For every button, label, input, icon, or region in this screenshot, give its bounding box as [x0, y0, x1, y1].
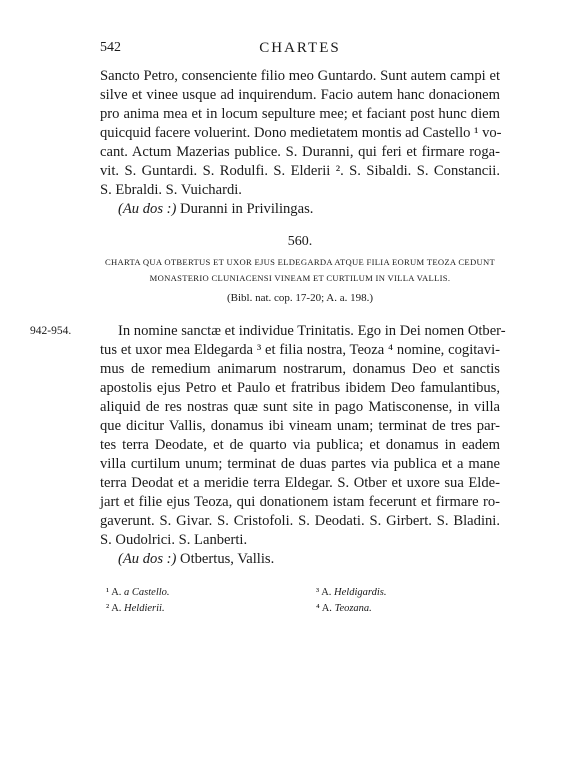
footnote-prefix: A.	[111, 587, 122, 598]
text-line: tes terra Deodate, et de quarto via publica; et donamus in eadem	[100, 437, 500, 453]
charter-source: (Bibl. nat. cop. 17-20; A. a. 198.)	[226, 292, 374, 304]
text-line: apostolis ejus Petro et Paulo et fratribus ibidem Deo famulantibus,	[100, 380, 500, 396]
endorsement-label: (Au dos :)	[118, 551, 177, 567]
text-line: In nomine sanctæ et individue Trinitatis. Ego in Dei nomen Otber-	[118, 323, 506, 339]
endorsement-text: Otbertus, Vallis.	[180, 551, 275, 567]
footnote-mark: ²	[106, 603, 110, 614]
text-line: aliquid de res nostras quæ sunt site in pago Matisconense, in villa	[100, 399, 500, 415]
margin-date: 942-954.	[30, 325, 72, 337]
text-line: S. Oudolrici. S. Lanberti.	[100, 532, 248, 548]
text-line: Sancto Petro, consenciente filio meo Guntardo. Sunt autem campi et	[100, 68, 500, 84]
text-line: silve et vinee usque ad inquirendum. Facio autem hanc donacionem	[100, 87, 500, 103]
footnote-prefix: A.	[111, 603, 122, 614]
footnote	[316, 587, 386, 598]
text-line: S. Ebraldi. S. Vuichardi.	[100, 182, 242, 198]
running-title: CHARTES	[259, 40, 341, 56]
footnote-prefix: A.	[321, 603, 332, 614]
text-line: villa curtilum unum; terminat de duas partes via publica et a mane	[100, 456, 500, 472]
text-line: pro anima mea et in locum sepulture mee; et faciant post hunc diem	[100, 106, 500, 122]
endorsement-line	[100, 550, 500, 569]
text-line: mus de remedium animarum nostrarum, donamus Deo et sanctis	[100, 361, 500, 377]
footnote	[106, 587, 170, 598]
footnote-prefix: A.	[321, 587, 332, 598]
text-line: cant. Actum Mazerias publice. S. Duranni, qui feri et firmare roga-	[100, 144, 500, 160]
text-line: que dicitur Vallis, donamus ibi vineam unam; terminat de tres par-	[100, 418, 500, 434]
charter-title-line: CHARTA QUA OTBERTUS ET UXOR EJUS ELDEGARDA ATQUE FILIA EORUM TEOZA CEDUNT	[104, 257, 496, 267]
endorsement-label: (Au dos :)	[118, 201, 177, 217]
footnote-text: Heldigardis.	[334, 587, 387, 598]
footnote-mark: ³	[316, 587, 320, 598]
footnote-text: Heldierii.	[124, 603, 165, 614]
footnote	[106, 603, 165, 614]
charter-title-line: MONASTERIO CLUNIACENSI VINEAM ET CURTILUM IN VILLA VALLIS.	[149, 273, 451, 283]
endorsement-line	[100, 200, 500, 219]
text-line: jart et filie ejus Teoza, qui donationem istam fecerunt et firmare ro-	[100, 494, 500, 510]
footnote-text: Teozana.	[334, 603, 372, 614]
text-line: quicquid facere voluerint. Dono medietatem montis ad Castello ¹ vo-	[100, 125, 502, 141]
page-number: 542	[100, 40, 121, 55]
text-line: tus et uxor mea Eldegarda ³ et filia nostra, Teoza ⁴ nomine, cogitavi-	[100, 342, 500, 358]
text-line: gaverunt. S. Givar. S. Cristofoli. S. Deodati. S. Girbert. S. Bladini.	[100, 513, 500, 529]
footnote	[316, 603, 372, 614]
text-line: terra Deodat et a meridie terra Eldegar. S. Otber et uxore sua Elde-	[100, 475, 500, 491]
footnote-mark: ⁴	[316, 603, 320, 614]
charter-number: 560.	[287, 234, 313, 249]
text-line: vit. S. Guntardi. S. Rodulfi. S. Elderii ². S. Sibaldi. S. Constancii.	[100, 163, 500, 179]
endorsement-text: Duranni in Privilingas.	[180, 201, 314, 217]
footnote-text: a Castello.	[124, 587, 170, 598]
footnote-mark: ¹	[106, 587, 110, 598]
page-header	[100, 40, 500, 60]
